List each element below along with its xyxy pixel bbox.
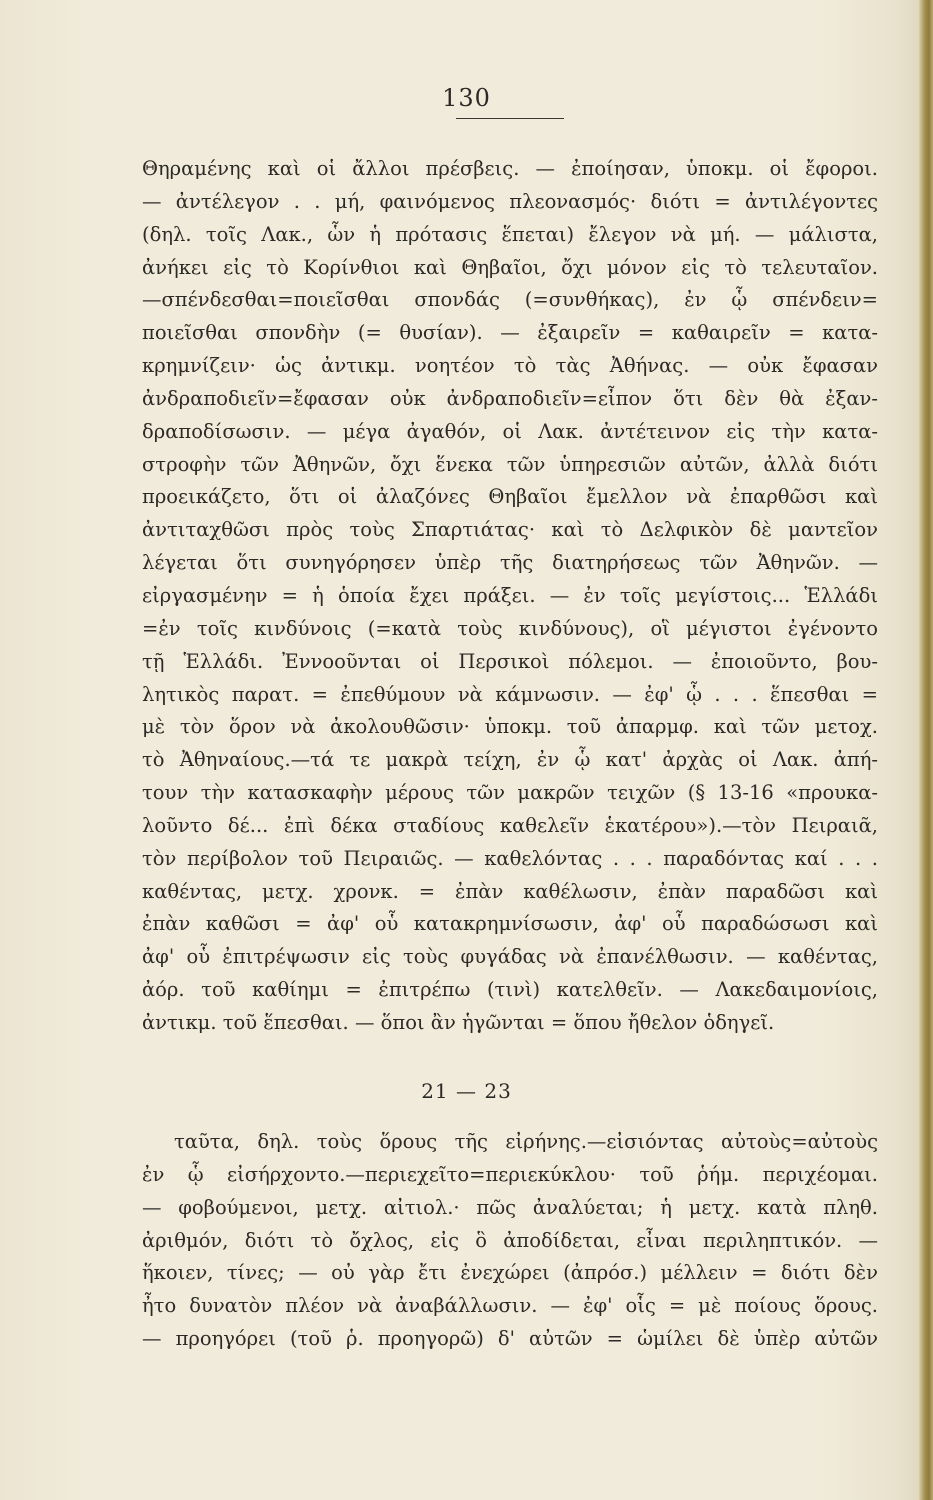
text-line: ἀντικμ. τοῦ ἕπεσθαι. — ὅποι ἂν ἡγῶνται = ὅπου ἤθελον ὁδηγεῖ. xyxy=(142,1010,775,1034)
text-line: εἰργασμένην = ἡ ὁποία ἔχει πράξει. — ἐν τοῖς μεγίστοις... Ἑλλάδι xyxy=(142,583,878,607)
text-line: ἀνήκει εἰς τὸ Κορίνθιοι καὶ Θηβαῖοι, ὄχι μόνον εἰς τὸ τελευταῖον. xyxy=(142,255,878,279)
text-line: — φοβούμενοι, μετχ. αἰτιολ.· πῶς ἀναλύεται; ἡ μετχ. κατὰ πληθ. xyxy=(142,1195,878,1219)
text-line: τὸ Ἀθηναίους.—τά τε μακρὰ τείχη, ἐν ᾧ κατ' ἀρχὰς οἱ Λακ. ἀπή- xyxy=(142,748,878,772)
text-line: ἀφ' οὗ ἐπιτρέψωσιν εἰς τοὺς φυγάδας νὰ ἐπανέλθωσιν. — καθέντας, xyxy=(142,945,878,969)
text-line: τὸν περίβολον τοῦ Πειραιῶς. — καθελόντας . . . παραδόντας καί . . . xyxy=(142,846,878,870)
text-line: — προηγόρει (τοῦ ῥ. προηγορῶ) δ' αὐτῶν = ὡμίλει δὲ ὑπὲρ αὐτῶν xyxy=(142,1327,878,1351)
text-line: καθέντας, μετχ. χρονκ. = ἐπὰν καθέλωσιν, ἐπὰν παραδῶσι καὶ xyxy=(142,879,878,903)
text-line: προεικάζετο, ὅτι οἱ ἀλαζόνες Θηβαῖοι ἔμελλον νὰ ἐπαρθῶσι καὶ xyxy=(142,485,878,509)
text-line: — ἀντέλεγον . . μή, φαινόμενος πλεονασμός· διότι = ἀντιλέγοντες xyxy=(142,189,878,213)
section-heading: 21 — 23 xyxy=(421,1079,512,1103)
text-line: ἐπὰν καθῶσι = ἀφ' οὗ κατακρημνίσωσιν, ἀφ' οὗ παραδώσωσι καὶ xyxy=(142,912,878,936)
text-line: =ἐν τοῖς κινδύνοις (=κατὰ τοὺς κινδύνους), οἳ μέγιστοι ἐγένοντο xyxy=(142,616,878,640)
text-line: τουν τὴν κατασκαφὴν μέρους τῶν μακρῶν τειχῶν (§ 13-16 «προυκα- xyxy=(142,781,878,805)
text-line: Θηραμένης καὶ οἱ ἄλλοι πρέσβεις. — ἐποίησαν, ὑποκμ. οἱ ἔφοροι. xyxy=(142,157,878,180)
text-line: —σπένδεσθαι=ποιεῖσθαι σπονδάς (=συνθήκας), ἐν ᾧ σπένδειν= xyxy=(142,288,878,312)
text-line: ταῦτα, δηλ. τοὺς ὅρους τῆς εἰρήνης.—εἰσιόντας αὐτοὺς=αὐτοὺς xyxy=(174,1130,878,1153)
page-number: 130 xyxy=(442,84,491,112)
text-line: λητικὸς παρατ. = ἐπεθύμουν νὰ κάμνωσιν. — ἐφ' ᾧ . . . ἕπεσθαι = xyxy=(142,682,878,706)
text-line: ἦτο δυνατὸν πλέον νὰ ἀναβάλλωσιν. — ἐφ' οἷς = μὲ ποίους ὅρους. xyxy=(142,1294,878,1318)
text-line: ἀντιταχθῶσι πρὸς τοὺς Σπαρτιάτας· καὶ τὸ Δελφικὸν δὲ μαντεῖον xyxy=(142,518,878,542)
text-line: ποιεῖσθαι σπονδὴν (= θυσίαν). — ἐξαιρεῖν = καθαιρεῖν = κατα- xyxy=(142,321,878,345)
text-line: δραποδίσωσιν. — μέγα ἀγαθόν, οἱ Λακ. ἀντέτεινον εἰς τὴν κατα- xyxy=(142,419,878,443)
text-line: ἀνδραποδιεῖν=ἔφασαν οὐκ ἀνδραποδιεῖν=εἶπον ὅτι δὲν θὰ ἐξαν- xyxy=(142,386,878,410)
text-line: ἀριθμόν, διότι τὸ ὄχλος, εἰς ὃ ἀποδίδεται, εἶναι περιληπτικόν. — xyxy=(142,1228,878,1252)
text-line: λοῦντο δέ... ἐπὶ δέκα σταδίους καθελεῖν ἑκατέρου»).—τὸν Πειραιᾶ, xyxy=(142,813,878,837)
text-line: τῇ Ἑλλάδι. Ἐννοοῦνται οἱ Περσικοὶ πόλεμοι. — ἐποιοῦντο, βου- xyxy=(142,649,878,673)
text-line: ἀόρ. τοῦ καθίημι = ἐπιτρέπω (τινὶ) κατελθεῖν. — Λακεδαιμονίοις, xyxy=(142,978,878,1002)
text-line: (δηλ. τοῖς Λακ., ὧν ἡ πρότασις ἕπεται) ἔλεγον νὰ μή. — μάλιστα, xyxy=(142,222,878,246)
page-number-underline xyxy=(456,118,564,119)
text-line: λέγεται ὅτι συνηγόρησεν ὑπὲρ τῆς διατηρήσεως τῶν Ἀθηνῶν. — xyxy=(142,551,878,575)
text-line: στροφὴν τῶν Ἀθηνῶν, ὄχι ἕνεκα τῶν ὑπηρεσιῶν αὐτῶν, ἀλλὰ διότι xyxy=(142,452,878,476)
text-line: ἥκοιεν, τίνες; — οὐ γὰρ ἔτι ἐνεχώρει (ἀπρόσ.) μέλλειν = διότι δὲν xyxy=(142,1261,878,1285)
text-line: μὲ τὸν ὅρον νὰ ἀκολουθῶσιν· ὑποκμ. τοῦ ἀπαρμφ. καὶ τῶν μετοχ. xyxy=(142,715,878,739)
commentary-section-1 xyxy=(142,153,878,1040)
commentary-section-2 xyxy=(142,1126,878,1356)
text-line: κρημνίζειν· ὡς ἀντικμ. νοητέον τὸ τὰς Ἀθήνας. — οὐκ ἔφασαν xyxy=(142,354,878,378)
book-binding-edge xyxy=(919,0,933,1500)
text-line: ἐν ᾧ εἰσήρχοντο.—περιεχεῖτο=περιεκύκλου· τοῦ ῥήμ. περιχέομαι. xyxy=(142,1162,878,1186)
